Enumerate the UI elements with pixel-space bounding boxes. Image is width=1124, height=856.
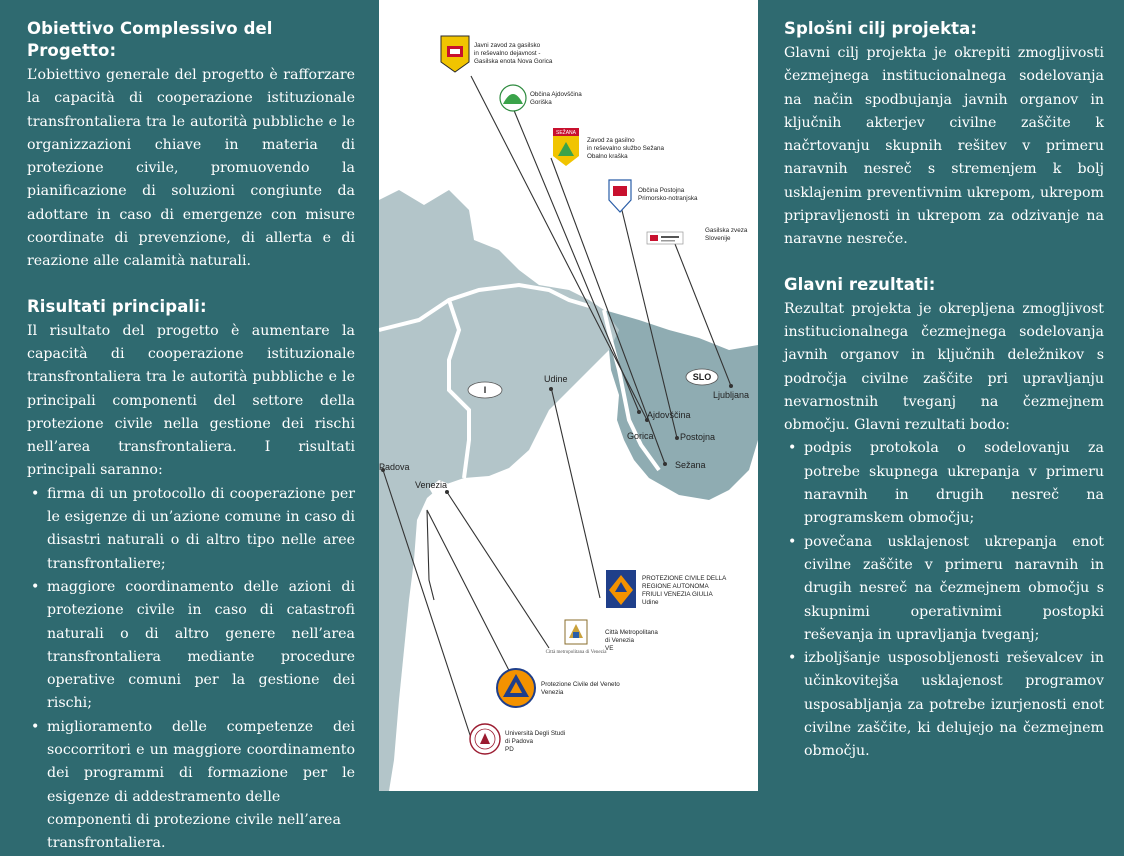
results-list-sl: [784, 437, 1104, 763]
partner-label-1: Javni zavod za gasilsko in reševalno dejavnost - Gasilska enota Nova Gorica: [474, 42, 553, 65]
objective-text-sl: Glavni cilj projekta je okrepiti zmogljivosti čezmejnega institucionalnega sodelovanja na način spodbujanja javnih organov in ključnih akterjev civilne zaščite k načrtovanju skupnih rešitev v primeru naravnih nesreč s stremenjem k bolj usklajenim preventivnim ukrepom, ukrepom pripravljenosti in ukrepom za odzivanje na naravne nesreče.: [784, 45, 1104, 248]
city-padova: Padova: [379, 462, 410, 472]
city-udine: Udine: [544, 374, 568, 384]
results-text-sl: Rezultat projekta je okrepljena zmogljivost institucionalnega čezmejnega sodelovanja javnih organov in ključnih deležnikov s področja civilne zaščite pri upravljanju nevarnostnih tveganj na čezmejnem območju. Glavni rezultati bodo:: [784, 300, 1104, 434]
logo-protezione-civile-fvg: [606, 570, 636, 608]
results-list-it: [27, 483, 355, 809]
city-venezia: Venezia: [415, 480, 448, 490]
logo-zavod-sezana: [553, 128, 579, 166]
logo-text-venezia: Città metropolitana di Venezia: [545, 650, 607, 655]
logo-protezione-civile-veneto: [497, 669, 535, 707]
partner-label-4: Občina Postojna Primorsko-notranjska: [638, 187, 698, 202]
partner-label-8: Protezione Civile del Veneto Venezia: [541, 681, 620, 696]
logo-universita-padova: [470, 724, 500, 754]
slovenian-panel: [758, 0, 1124, 791]
list-item: • firma di un protocollo di cooperazione per le esigenze di un’azione comune in caso di disastri naturali o di altro tipo nelle aree transfrontaliere;: [31, 485, 355, 572]
logo-obcina-postojna: [609, 180, 631, 212]
italian-panel: [0, 0, 379, 852]
results-title-sl: Glavni rezultati:: [784, 274, 936, 294]
city-ajdovscina: Ajdovščina: [647, 410, 691, 420]
objective-text-it: L’obiettivo generale del progetto è rafforzare la capacità di cooperazione istituzionale transfrontaliera tra le autorità pubbliche e le organizzazioni chiave in materia di protezione civile, promuovendo la pianificazione di soluzioni congiunte da adottare in caso di emergenze con misure coordinate di prevenzione, di allerta e di reazione alle calamità naturali.: [27, 67, 355, 270]
list-item: • podpis protokola o sodelovanju za potrebe skupnega ukrepanja v primeru naravnih in drugih nesreč na programskem območju;: [788, 440, 1104, 527]
country-label-it: I: [483, 385, 487, 395]
list-item-continuation: componenti di protezione civile nell’area transfrontaliera.: [47, 811, 341, 852]
objective-title-sl: Splošni cilj projekta:: [784, 19, 978, 38]
objective-title-it: Obiettivo Complessivo del Progetto:: [27, 19, 273, 60]
country-label-slo: SLO: [692, 372, 712, 382]
partner-label-2: Občina Ajdovščina Goriška: [530, 91, 582, 106]
results-text-it: Il risultato del progetto è aumentare la capacità di cooperazione istituzionale transfrontaliera tra le autorità pubbliche e le principali componenti del settore della protezione civile nella gestione dei rischi nell’area transfrontaliera. I risultati principali saranno:: [27, 322, 355, 479]
partner-label-5: Gasilska zveza Slovenije: [705, 227, 748, 242]
city-postojna: Postojna: [680, 432, 716, 442]
partner-map: [379, 0, 758, 791]
partner-label-9: Università Degli Studi di Padova PD: [505, 730, 566, 753]
results-title-it: Risultati principali:: [27, 296, 207, 316]
list-item: • povečana usklajenost ukrepanja enot civilne zaščite v primeru naravnih in drugih nesreč na čezmejnem območju s skupnimi operativnimi postopki reševanja in upravljanja tveganj;: [788, 533, 1104, 643]
city-ljubljana: Ljubljana: [713, 390, 750, 400]
list-item: • izboljšanje usposobljenosti reševalcev in učinkovitejša usklajenost programov usposabljanja za potrebe izurjenosti enot civilne zaščite, ki delujejo na čezmejnem območju.: [788, 650, 1104, 760]
city-sezana: Sežana: [675, 460, 706, 470]
partner-label-6: PROTEZIONE CIVILE DELLA REGIONE AUTONOMA FRIULI VENEZIA GIULIA Udine: [642, 575, 726, 606]
partner-label-3: Zavod za gasilno in reševalno službo Sežana Obalno kraška: [587, 137, 665, 160]
logo-obcina-ajdovscina: [500, 85, 526, 111]
city-gorica: Gorica: [627, 431, 654, 441]
logo-citta-metropolitana-venezia: [546, 620, 608, 655]
list-item: • miglioramento delle competenze dei soccorritori e un maggiore coordinamento dei programmi di formazione per le esigenze di addestramento delle: [31, 718, 355, 805]
partner-label-7: Città Metropolitana di Venezia VE: [605, 629, 658, 652]
logo-gasilska-zveza-slovenije: [647, 232, 683, 244]
italy-land: [379, 190, 619, 791]
list-item: • maggiore coordinamento delle azioni di protezione civile in caso di catastrofi naturali o di altro genere nell’area transfrontaliera mediante procedure operative comuni per la gestione dei rischi;: [31, 578, 355, 712]
logo-gasilska-nova-gorica: [441, 36, 469, 72]
logo-text-sezana: SEŽANA: [555, 130, 577, 136]
map-svg: [379, 0, 758, 791]
